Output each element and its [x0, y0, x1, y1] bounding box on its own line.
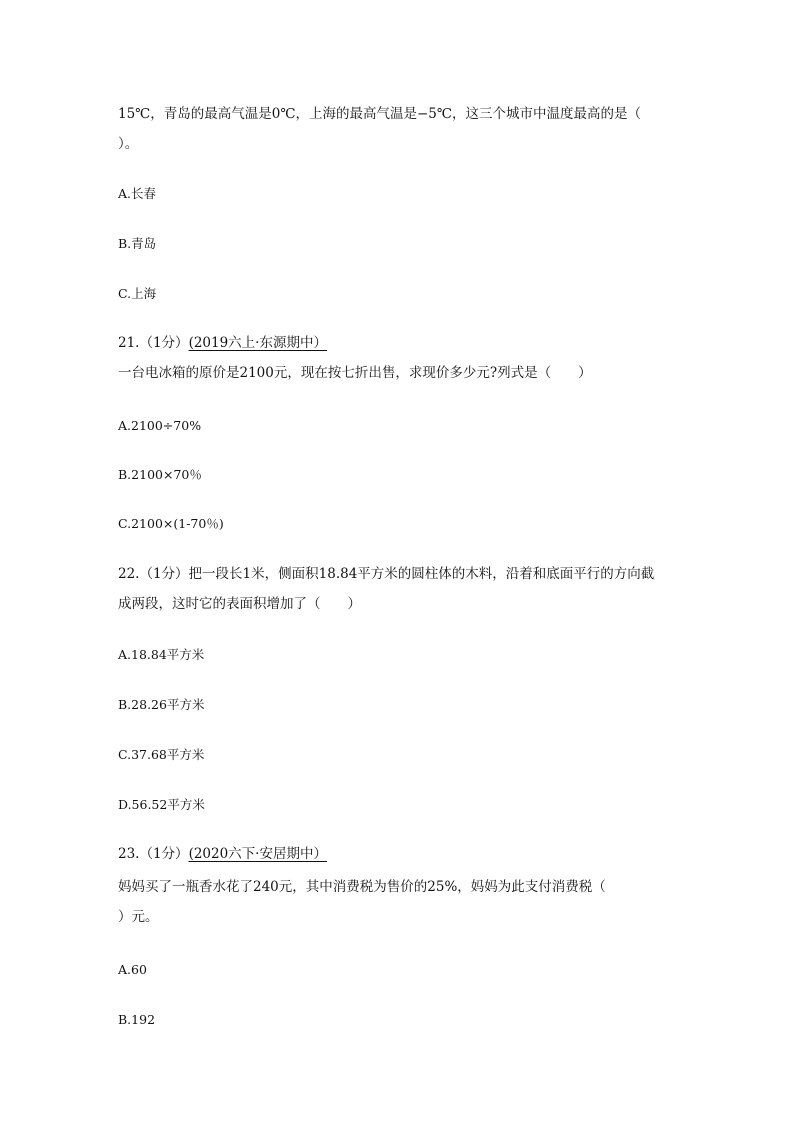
q20-option-c: C.上海	[118, 286, 157, 301]
q22-option-a: A.18.84平方米	[118, 647, 205, 662]
q21-number: 21.（1分）	[118, 335, 189, 351]
q23-text-line1: 妈妈买了一瓶香水花了240元，其中消费税为售价的25%，妈妈为此支付消费税（	[118, 879, 606, 895]
q23-number: 23.（1分）	[118, 846, 189, 862]
q21-option-c: C.2100×(1-70％)	[118, 516, 224, 531]
q21-option-b: B.2100×70％	[118, 467, 202, 482]
q23-option-a: A.60	[118, 962, 147, 977]
q22-text-line2: 成两段，这时它的表面积增加了（ ）	[118, 596, 361, 612]
q23-header	[118, 845, 327, 863]
q21-header	[118, 334, 327, 352]
q20-option-a: A.长春	[118, 186, 157, 201]
q21-source-link[interactable]: (2019六上·东源期中）	[188, 335, 327, 351]
q23-text-line2: ）元。	[118, 909, 159, 925]
q23-option-b: B.192	[118, 1012, 156, 1027]
q22-text-line1: 22.（1分）把一段长1米，侧面积18.84平方米的圆柱体的木料，沿着和底面平行的方向截	[118, 566, 655, 582]
q23-source-link[interactable]: (2020六下·安居期中）	[188, 846, 327, 862]
q20-text-line2: ）。	[118, 136, 139, 152]
q21-text: 一台电冰箱的原价是2100元，现在按七折出售，求现价多少元?列式是（ ）	[118, 365, 592, 381]
q21-option-a: A.2100÷70%	[118, 418, 202, 433]
q20-option-b: B.青岛	[118, 236, 157, 251]
q22-option-c: C.37.68平方米	[118, 747, 205, 762]
q22-option-b: B.28.26平方米	[118, 697, 205, 712]
q20-text-line1: 15℃，青岛的最高气温是0℃，上海的最高气温是−5℃，这三个城市中温度最高的是（	[118, 106, 641, 122]
q22-option-d: D.56.52平方米	[118, 797, 205, 812]
